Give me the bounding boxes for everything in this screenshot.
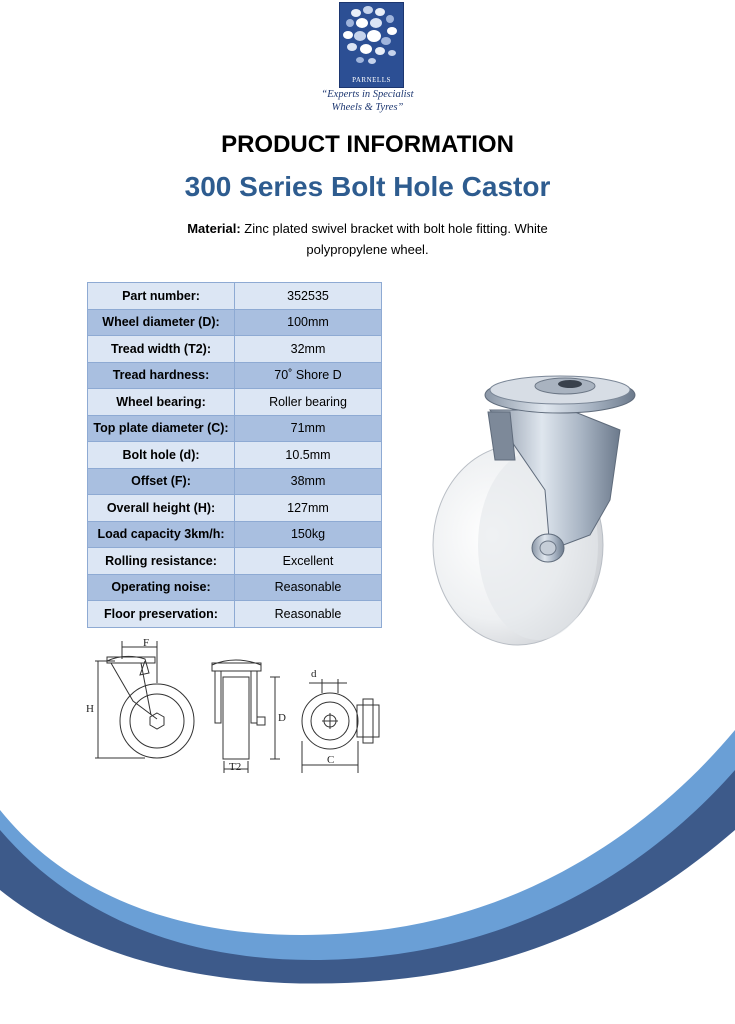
spec-row — [88, 362, 382, 389]
spec-table-body — [88, 283, 382, 628]
spec-value: 71mm — [235, 415, 382, 442]
spec-row — [88, 495, 382, 522]
spec-table — [87, 282, 382, 628]
spec-label: Part number: — [88, 283, 235, 310]
spec-label: Load capacity 3km/h: — [88, 521, 235, 548]
spec-row — [88, 336, 382, 363]
company-logo — [300, 0, 435, 130]
spec-value: 10.5mm — [235, 442, 382, 469]
spec-value: 100mm — [235, 309, 382, 336]
spec-row — [88, 521, 382, 548]
spec-row — [88, 283, 382, 310]
spec-value: 127mm — [235, 495, 382, 522]
product-name: 300 Series Bolt Hole Castor — [184, 171, 551, 202]
spec-label: Top plate diameter (C): — [88, 415, 235, 442]
spec-row — [88, 442, 382, 469]
castor-photo — [420, 350, 650, 650]
material-text: Zinc plated swivel bracket with bolt hole fitting. White polypropylene wheel. — [240, 221, 548, 257]
dim-label-t2: T2 — [229, 761, 242, 773]
logo-tagline — [300, 88, 435, 114]
spec-label: Bolt hole (d): — [88, 442, 235, 469]
spec-row — [88, 548, 382, 575]
spec-label: Operating noise: — [88, 574, 235, 601]
spec-row — [88, 415, 382, 442]
dim-label-f: F — [143, 637, 150, 649]
spec-label: Tread width (T2): — [88, 336, 235, 363]
logo-tagline-line2: Wheels & Tyres” — [331, 102, 404, 113]
spec-value: Reasonable — [235, 601, 382, 628]
logo-tagline-line1: “Experts in Specialist — [321, 89, 414, 100]
spec-row — [88, 468, 382, 495]
spec-value: 32mm — [235, 336, 382, 363]
logo-dots-icon — [340, 3, 403, 75]
spec-row — [88, 389, 382, 416]
spec-row — [88, 574, 382, 601]
spec-value: 38mm — [235, 468, 382, 495]
spec-value: 352535 — [235, 283, 382, 310]
spec-value: 70˚ Shore D — [235, 362, 382, 389]
spec-value: Reasonable — [235, 574, 382, 601]
logo-emblem — [339, 2, 404, 88]
spec-value: 150kg — [235, 521, 382, 548]
page-title: PRODUCT INFORMATION — [221, 131, 514, 158]
material-label: Material: — [187, 221, 241, 236]
spec-row — [88, 309, 382, 336]
dim-label-bolt-d: d — [311, 668, 317, 680]
dim-label-c: C — [327, 754, 335, 766]
logo-name: PARNELLS — [352, 76, 391, 84]
spec-label: Floor preservation: — [88, 601, 235, 628]
spec-label: Wheel bearing: — [88, 389, 235, 416]
decorative-swoosh — [0, 700, 735, 1024]
spec-label: Offset (F): — [88, 468, 235, 495]
material-description — [180, 218, 555, 260]
spec-value: Roller bearing — [235, 389, 382, 416]
spec-label: Wheel diameter (D): — [88, 309, 235, 336]
dim-label-h: H — [86, 703, 94, 715]
spec-value: Excellent — [235, 548, 382, 575]
spec-label: Tread hardness: — [88, 362, 235, 389]
spec-label: Overall height (H): — [88, 495, 235, 522]
spec-row — [88, 601, 382, 628]
dim-label-wheel-d: D — [278, 712, 286, 724]
spec-label: Rolling resistance: — [88, 548, 235, 575]
